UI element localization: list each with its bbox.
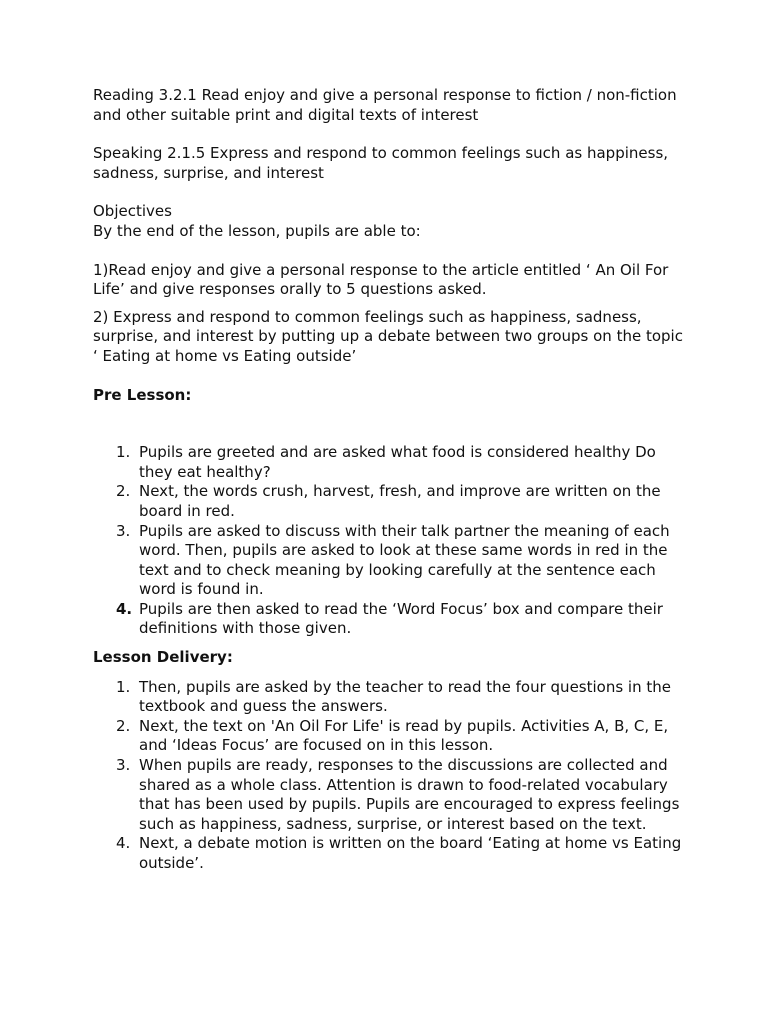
list-number: 1. (116, 677, 131, 696)
standard-reading: Reading 3.2.1 Read enjoy and give a personal response to fiction / non-fiction and other suitable print and digital texts of interest (93, 86, 677, 124)
standard-speaking: Speaking 2.1.5 Express and respond to common feelings such as happiness, sadness, surprise, and interest (93, 144, 669, 182)
list-item (93, 522, 683, 600)
objective-1: 1)Read enjoy and give a personal response to the article entitled ‘ An Oil For Life’ and give responses orally to 5 questions asked. (93, 260, 669, 299)
list-item-text: Next, a debate motion is written on the board ‘Eating at home vs Eating outside’. (139, 834, 682, 872)
objectives-title: Objectives (93, 202, 172, 221)
list-item (93, 443, 683, 482)
list-number: 2. (116, 716, 131, 735)
list-number: 1. (116, 443, 131, 462)
list-number: 4. (116, 834, 131, 853)
list-item-text: Pupils are asked to discuss with their talk partner the meaning of each word. Then, pupils are asked to look at these same words in red in the text and to check meaning by looking carefully at the sentence each word is found in. (139, 521, 670, 599)
list-item-text: When pupils are ready, responses to the discussions are collected and shared as a whole class. Attention is drawn to food-related vocabulary that has been used by pupils. Pupils are encouraged to express feelings such as happiness, sadness, surprise, or interest based on the text. (139, 756, 680, 833)
list-item (93, 834, 683, 873)
objective-2: 2) Express and respond to common feelings such as happiness, sadness, surprise, and interest by putting up a debate between two groups on the topic ‘ Eating at home vs Eating outside’ (93, 307, 683, 365)
list-item (93, 756, 683, 834)
lesson-plan-body (93, 86, 683, 874)
list-item-text: Next, the text on 'An Oil For Life' is read by pupils. Activities A, B, C, E, and ‘Ideas Focus’ are focused on in this lesson. (139, 716, 669, 755)
list-item (93, 717, 683, 756)
pre-lesson-list (93, 443, 683, 639)
list-number: 2. (116, 482, 131, 501)
list-item-text: Pupils are then asked to read the ‘Word Focus’ box and compare their definitions with those given. (139, 599, 663, 638)
list-item-text: Next, the words crush, harvest, fresh, and improve are written on the board in red. (139, 482, 661, 520)
list-item (93, 600, 683, 639)
list-number: 4. (116, 599, 133, 618)
list-item-text: Pupils are greeted and are asked what food is considered healthy Do they eat healthy? (139, 443, 656, 481)
list-item-text: Then, pupils are asked by the teacher to read the four questions in the textbook and guess the answers. (139, 677, 671, 716)
lesson-delivery-list (93, 678, 683, 874)
list-number: 3. (116, 521, 131, 540)
objectives-intro: By the end of the lesson, pupils are able to: (93, 221, 421, 240)
list-item (93, 678, 683, 717)
lesson-delivery-heading: Lesson Delivery: (93, 648, 233, 667)
list-item (93, 482, 683, 521)
pre-lesson-heading: Pre Lesson: (93, 385, 192, 404)
list-number: 3. (116, 756, 131, 775)
